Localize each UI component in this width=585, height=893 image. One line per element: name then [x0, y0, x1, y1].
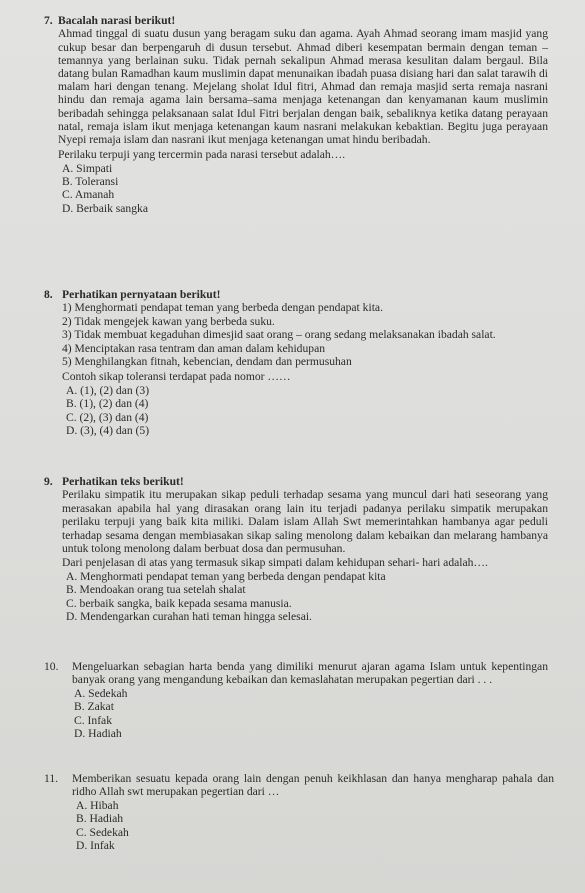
- question-7: [44, 14, 548, 215]
- option-c[interactable]: C. Infak: [74, 713, 112, 727]
- question-title: Perhatikan teks berikut!: [62, 475, 184, 488]
- option-b[interactable]: B. Mendoakan orang tua setelah shalat: [66, 583, 246, 597]
- option-d[interactable]: D. Infak: [76, 839, 115, 853]
- option-b[interactable]: B. Hadiah: [76, 812, 124, 826]
- statement-item: 5) Menghilangkan fitnah, kebencian, dendam dan permusuhan: [62, 355, 352, 369]
- text-passage: Perilaku simpatik itu merupakan sikap peduli terhadap sesama yang muncul dari hati seseorang yang merasakan apabila hal yang dirasakan orang lain itu terjadi padanya perilaku simpatik merupakan perilaku terpuji yang baik kita miliki. Dalam islam Allah Swt memerintahkan hambanya agar peduli terhadap sesama dengan membiasakan sikap saling menolong dalam kebaikan dan melarang hambanya untuk tolong menolong dalam berbuat dosa dan permusuhan.: [62, 488, 548, 556]
- option-a[interactable]: A. Sedekah: [74, 686, 128, 700]
- question-number: 8.: [44, 288, 53, 301]
- option-a[interactable]: A. Simpati: [62, 161, 113, 175]
- question-number: 9.: [44, 475, 53, 488]
- narrative-passage: Ahmad tinggal di suatu dusun yang beragam suku dan agama. Ayah Ahmad seorang imam masjid yang cukup besar dan berpengaruh di dusun tersebut. Ahmad diberi kesempatan bermain dengan teman – temannya yang berlainan suku. Tidak pernah sekalipun Ahmad merasa kesulitan dalam bergaul. Bila datang bulan Ramadhan kaum muslimin dapat menunaikan ibadah puasa disiang hari dan salat tarawih di malam hari dengan tenang. Mejelang sholat Idul fitri, Ahmad dan remaja masjid serta remaja nasrani hindu dan remaja agama lain bersama–sama menjaga ketenangan dan kenyamanan kaum muslimin beribadah sehingga pelaksanaan salat Idul Fitri berjalan dengan baik, sebaliknya ketika datang perayaan natal, remaja islam ikut menjaga ketenangan kaum nasrani melakukan kebaktian. Begitu juga perayaan Nyepi remaja islam dan nasrani ikut menjaga ketenangan umat hindu beribadah.: [58, 27, 548, 147]
- question-8: [44, 288, 548, 437]
- option-a[interactable]: A. Hibah: [76, 798, 119, 812]
- statement-item: 3) Tidak membuat kegaduhan dimesjid saat orang – orang sedang melaksanakan ibadah salat.: [62, 328, 496, 342]
- question-prompt: Perilaku terpuji yang tercermin pada narasi tersebut adalah….: [58, 148, 346, 162]
- question-number: 11.: [44, 772, 59, 785]
- statement-item: 1) Menghormati pendapat teman yang berbeda dengan pendapat kita.: [62, 301, 383, 315]
- question-prompt: Dari penjelasan di atas yang termasuk sikap simpati dalam kehidupan sehari- hari adalah….: [62, 556, 488, 570]
- statement-item: 4) Menciptakan rasa tentram dan aman dalam kehidupan: [62, 341, 326, 355]
- option-c[interactable]: C. berbaik sangka, baik kepada sesama manusia.: [66, 596, 292, 610]
- option-b[interactable]: B. Toleransi: [62, 175, 119, 189]
- question-number: 10.: [44, 660, 59, 673]
- question-title: Perhatikan pernyataan berikut!: [62, 288, 221, 301]
- question-title: Bacalah narasi berikut!: [58, 14, 176, 27]
- option-c[interactable]: C. (2), (3) dan (4): [66, 410, 149, 424]
- option-b[interactable]: B. (1), (2) dan (4): [66, 397, 149, 411]
- option-a[interactable]: A. (1), (2) dan (3): [66, 383, 150, 397]
- option-b[interactable]: B. Zakat: [74, 700, 114, 714]
- question-10: [44, 660, 548, 740]
- question-prompt: Contoh sikap toleransi terdapat pada nomor ……: [62, 370, 291, 384]
- question-text: Mengeluarkan sebagian harta benda yang dimiliki menurut ajaran agama Islam untuk kepentingan banyak orang yang mengandung kebaikan dan kemaslahatan merupakan pegertian dari . . .: [72, 660, 548, 687]
- question-number: 7.: [44, 14, 53, 27]
- option-c[interactable]: C. Sedekah: [76, 825, 129, 839]
- question-text: Memberikan sesuatu kepada orang lain dengan penuh keikhlasan dan hanya mengharap pahala dan ridho Allah swt merupakan pegertian dari …: [72, 772, 554, 799]
- option-d[interactable]: D. Berbaik sangka: [62, 201, 148, 215]
- option-d[interactable]: D. (3), (4) dan (5): [66, 424, 150, 438]
- question-11: [44, 772, 554, 852]
- question-9: [44, 475, 548, 623]
- option-a[interactable]: A. Menghormati pendapat teman yang berbeda dengan pendapat kita: [66, 569, 386, 583]
- statement-item: 2) Tidak mengejek kawan yang berbeda suku.: [62, 314, 275, 328]
- option-d[interactable]: D. Hadiah: [74, 727, 122, 741]
- option-d[interactable]: D. Mendengarkan curahan hati teman hingga selesai.: [66, 610, 312, 624]
- option-c[interactable]: C. Amanah: [62, 188, 115, 202]
